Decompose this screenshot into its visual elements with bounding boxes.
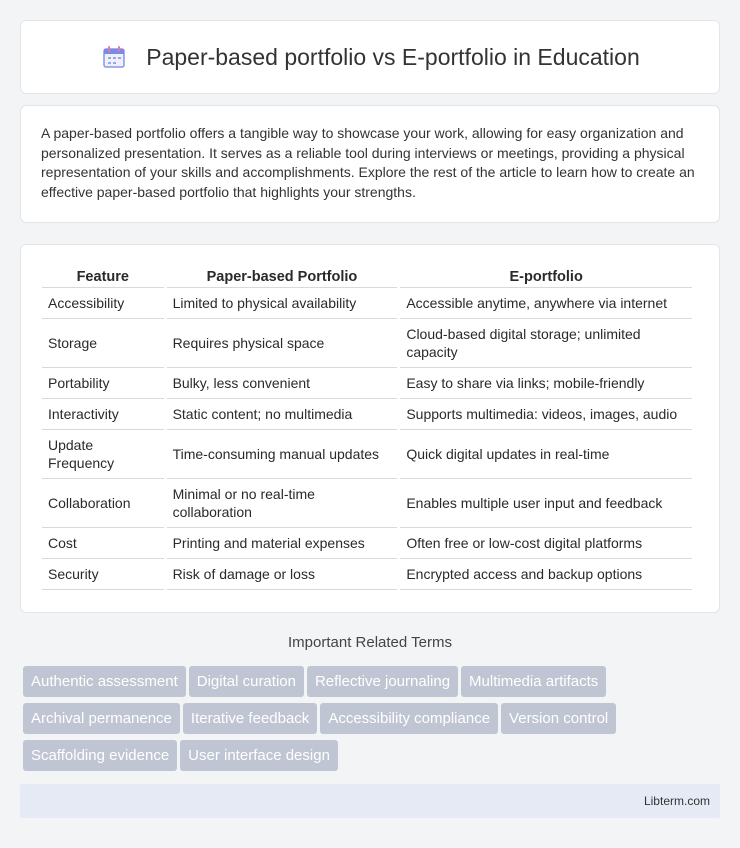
- term-tag[interactable]: Digital curation: [189, 666, 304, 697]
- paper-cell: Bulky, less convenient: [167, 368, 398, 399]
- intro-card: [20, 105, 720, 223]
- eportfolio-cell: Quick digital updates in real-time: [400, 430, 692, 479]
- term-tag[interactable]: Multimedia artifacts: [461, 666, 606, 697]
- paper-cell: Minimal or no real-time collaboration: [167, 479, 398, 528]
- header-paper-portfolio: Paper-based Portfolio: [167, 261, 398, 288]
- term-tag[interactable]: Scaffolding evidence: [23, 740, 177, 771]
- paper-cell: Limited to physical availability: [167, 288, 398, 319]
- table-header-row: [42, 261, 692, 288]
- table-row: [42, 399, 692, 430]
- feature-cell: Collaboration: [42, 479, 164, 528]
- footer-site-link[interactable]: Libterm.com: [643, 794, 710, 808]
- feature-cell: Cost: [42, 528, 164, 559]
- feature-cell: Portability: [42, 368, 164, 399]
- term-tag[interactable]: Reflective journaling: [307, 666, 458, 697]
- table-row: [42, 479, 692, 528]
- feature-cell: Storage: [42, 319, 164, 368]
- feature-cell: Update Frequency: [42, 430, 164, 479]
- paper-cell: Printing and material expenses: [167, 528, 398, 559]
- eportfolio-cell: Supports multimedia: videos, images, audio: [400, 399, 692, 430]
- eportfolio-cell: Accessible anytime, anywhere via internet: [400, 288, 692, 319]
- eportfolio-cell: Easy to share via links; mobile-friendly: [400, 368, 692, 399]
- term-tag[interactable]: Accessibility compliance: [320, 703, 498, 734]
- table-row: [42, 288, 692, 319]
- term-tag[interactable]: Authentic assessment: [23, 666, 186, 697]
- page-title: Paper-based portfolio vs E-portfolio in Education: [146, 43, 640, 70]
- header-feature: Feature: [42, 261, 164, 288]
- paper-cell: Risk of damage or loss: [167, 559, 398, 590]
- table-row: [42, 319, 692, 368]
- header-e-portfolio: E-portfolio: [400, 261, 692, 288]
- related-terms-list: [23, 666, 723, 777]
- comparison-table: [39, 261, 695, 590]
- feature-cell: Interactivity: [42, 399, 164, 430]
- paper-cell: Requires physical space: [167, 319, 398, 368]
- table-row: [42, 559, 692, 590]
- term-tag[interactable]: Iterative feedback: [183, 703, 317, 734]
- feature-cell: Security: [42, 559, 164, 590]
- eportfolio-cell: Often free or low-cost digital platforms: [400, 528, 692, 559]
- table-row: [42, 430, 692, 479]
- term-tag[interactable]: Version control: [501, 703, 616, 734]
- term-tag[interactable]: Archival permanence: [23, 703, 180, 734]
- related-terms-title: Important Related Terms: [288, 634, 452, 651]
- table-row: [42, 528, 692, 559]
- title-card: [20, 20, 720, 94]
- eportfolio-cell: Cloud-based digital storage; unlimited capacity: [400, 319, 692, 368]
- eportfolio-cell: Encrypted access and backup options: [400, 559, 692, 590]
- comparison-table-card: [20, 244, 720, 613]
- table-row: [42, 368, 692, 399]
- feature-cell: Accessibility: [42, 288, 164, 319]
- calendar-icon: [100, 43, 128, 71]
- paper-cell: Time-consuming manual updates: [167, 430, 398, 479]
- eportfolio-cell: Enables multiple user input and feedback: [400, 479, 692, 528]
- intro-text: A paper-based portfolio offers a tangible way to showcase your work, allowing for easy organization and personalized presentation. It serves as a reliable tool during interviews or meetings, providing a physical representation of your skills and accomplishments. Explore the rest of the article to learn how to create an effective paper-based portfolio that highlights your strengths.: [41, 125, 695, 200]
- footer: [20, 784, 720, 818]
- paper-cell: Static content; no multimedia: [167, 399, 398, 430]
- term-tag[interactable]: User interface design: [180, 740, 338, 771]
